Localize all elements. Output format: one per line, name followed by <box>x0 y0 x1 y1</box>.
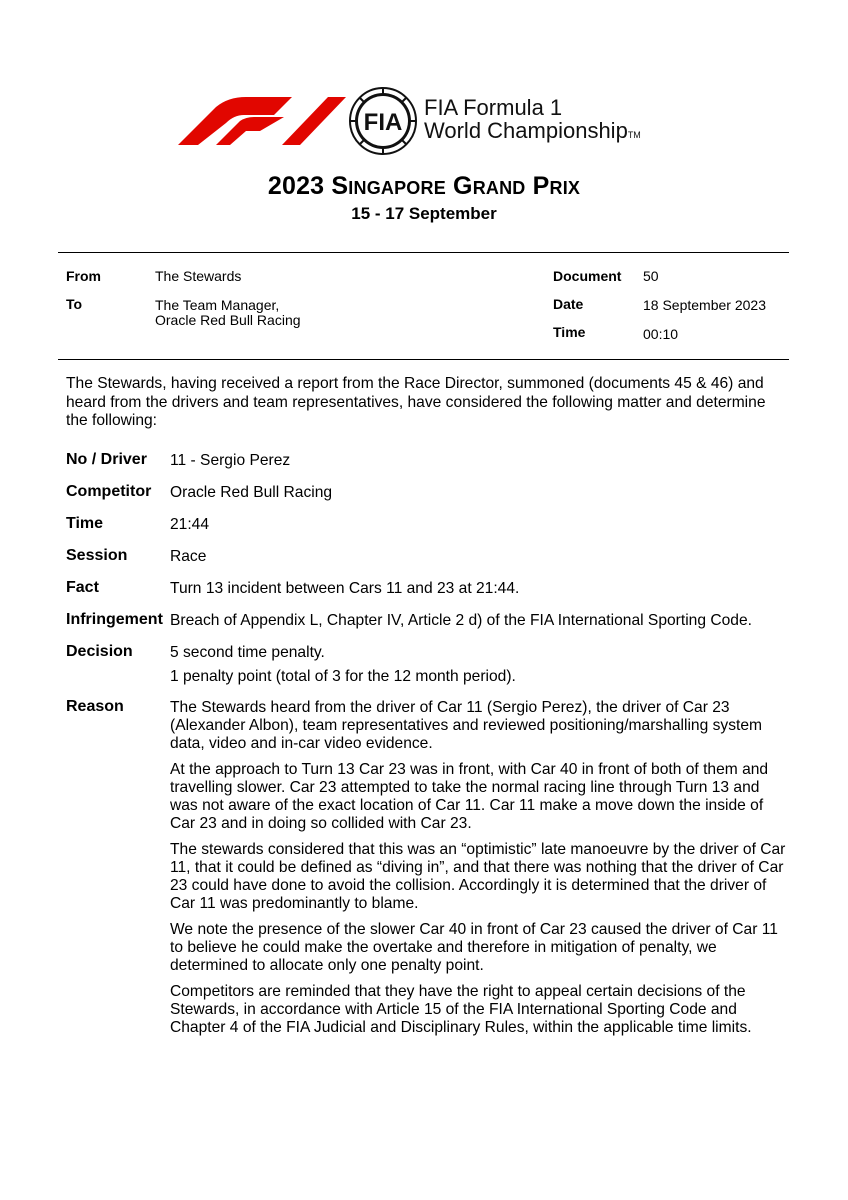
f1-logo <box>176 95 346 147</box>
time-value: 00:10 <box>643 326 679 342</box>
to-label: To <box>66 296 83 312</box>
to-value-line-1: The Team Manager, <box>155 297 280 313</box>
reason-value <box>170 699 786 1045</box>
trademark: TM <box>627 129 641 140</box>
fact-label: Fact <box>66 579 99 596</box>
reason-paragraph: The stewards considered that this was an “optimistic” late manoeuvre by the driver of Car 11, that it could be defined as “diving in”, and that there was nothing that the driver of Car 23 could have done to avoid the collision. Accordingly it is determined that the driver of Car 11 was predominantly to blame. <box>170 841 786 912</box>
fia-emblem-text: FIA <box>363 109 403 136</box>
decision-line-2: 1 penalty point (total of 3 for the 12 month period). <box>170 668 516 685</box>
intro-paragraph: The Stewards, having received a report from the Race Director, summoned (documents 45 & 46) and heard from the drivers and team representatives, have considered the following matter and determine the following: <box>66 375 766 429</box>
header-divider-bottom <box>58 359 789 360</box>
from-value: The Stewards <box>155 268 242 284</box>
event-title-text: 2023 Singapore Grand Prix <box>267 172 581 200</box>
fia-emblem-icon <box>348 86 418 156</box>
brand-line-1: FIA Formula 1 <box>424 94 563 120</box>
reason-paragraph: At the approach to Turn 13 Car 23 was in front, with Car 40 in front of both of them and travelling slower. Car 23 attempted to take the normal racing line through Turn 13 and was not aware of the exact location of Car 11. Car 11 make a move down the inside of Car 23 and in doing so collided with Car 23. <box>170 761 769 832</box>
fact-value: Turn 13 incident between Cars 11 and 23 at 21:44. <box>170 580 520 597</box>
to-value-line-2: Oracle Red Bull Racing <box>155 312 301 328</box>
infringement-value: Breach of Appendix L, Chapter IV, Article 2 d) of the FIA International Sporting Code. <box>170 612 752 629</box>
date-value: 18 September 2023 <box>643 297 766 313</box>
competitor-value: Oracle Red Bull Racing <box>170 484 333 501</box>
driver-label: No / Driver <box>66 451 147 468</box>
driver-value: 11 - Sergio Perez <box>170 452 291 469</box>
time-field-value: 21:44 <box>170 516 210 533</box>
infringement-label: Infringement <box>66 611 163 628</box>
decision-line-1: 5 second time penalty. <box>170 644 325 661</box>
from-label: From <box>66 268 101 284</box>
brand-text <box>424 96 641 147</box>
document-label: Document <box>553 268 622 284</box>
decision-label: Decision <box>66 643 133 660</box>
reason-paragraph: Competitors are reminded that they have the right to appeal certain decisions of the Stewards, in accordance with Article 15 of the FIA International Sporting Code and Chapter 4 of the FIA Judicial and Disciplinary Rules, within the applicable time limits. <box>170 983 752 1036</box>
header-divider-top <box>58 252 789 253</box>
time-field-label: Time <box>66 515 104 532</box>
session-value: Race <box>170 548 207 565</box>
header-logos <box>176 86 641 156</box>
reason-label: Reason <box>66 698 124 715</box>
reason-paragraph: We note the presence of the slower Car 40 in front of Car 23 caused the driver of Car 11 to believe he could make the overtake and therefore in mitigation of penalty, we determined to allocate only one penalty point. <box>170 921 778 974</box>
reason-paragraph: The Stewards heard from the driver of Car 11 (Sergio Perez), the driver of Car 23 (Alexander Albon), team representatives and reviewed positioning/marshalling system data, video and in-car video evidence. <box>170 699 762 752</box>
decision-value <box>170 644 786 694</box>
event-dates: 15 - 17 September <box>351 204 497 223</box>
document-value: 50 <box>643 268 659 284</box>
date-label: Date <box>553 296 584 312</box>
time-label: Time <box>553 324 586 340</box>
brand-line-2 <box>424 119 641 147</box>
session-label: Session <box>66 547 128 564</box>
event-title <box>0 172 848 201</box>
brand-line-2-text: World Championship <box>424 117 628 143</box>
competitor-label: Competitor <box>66 483 152 500</box>
